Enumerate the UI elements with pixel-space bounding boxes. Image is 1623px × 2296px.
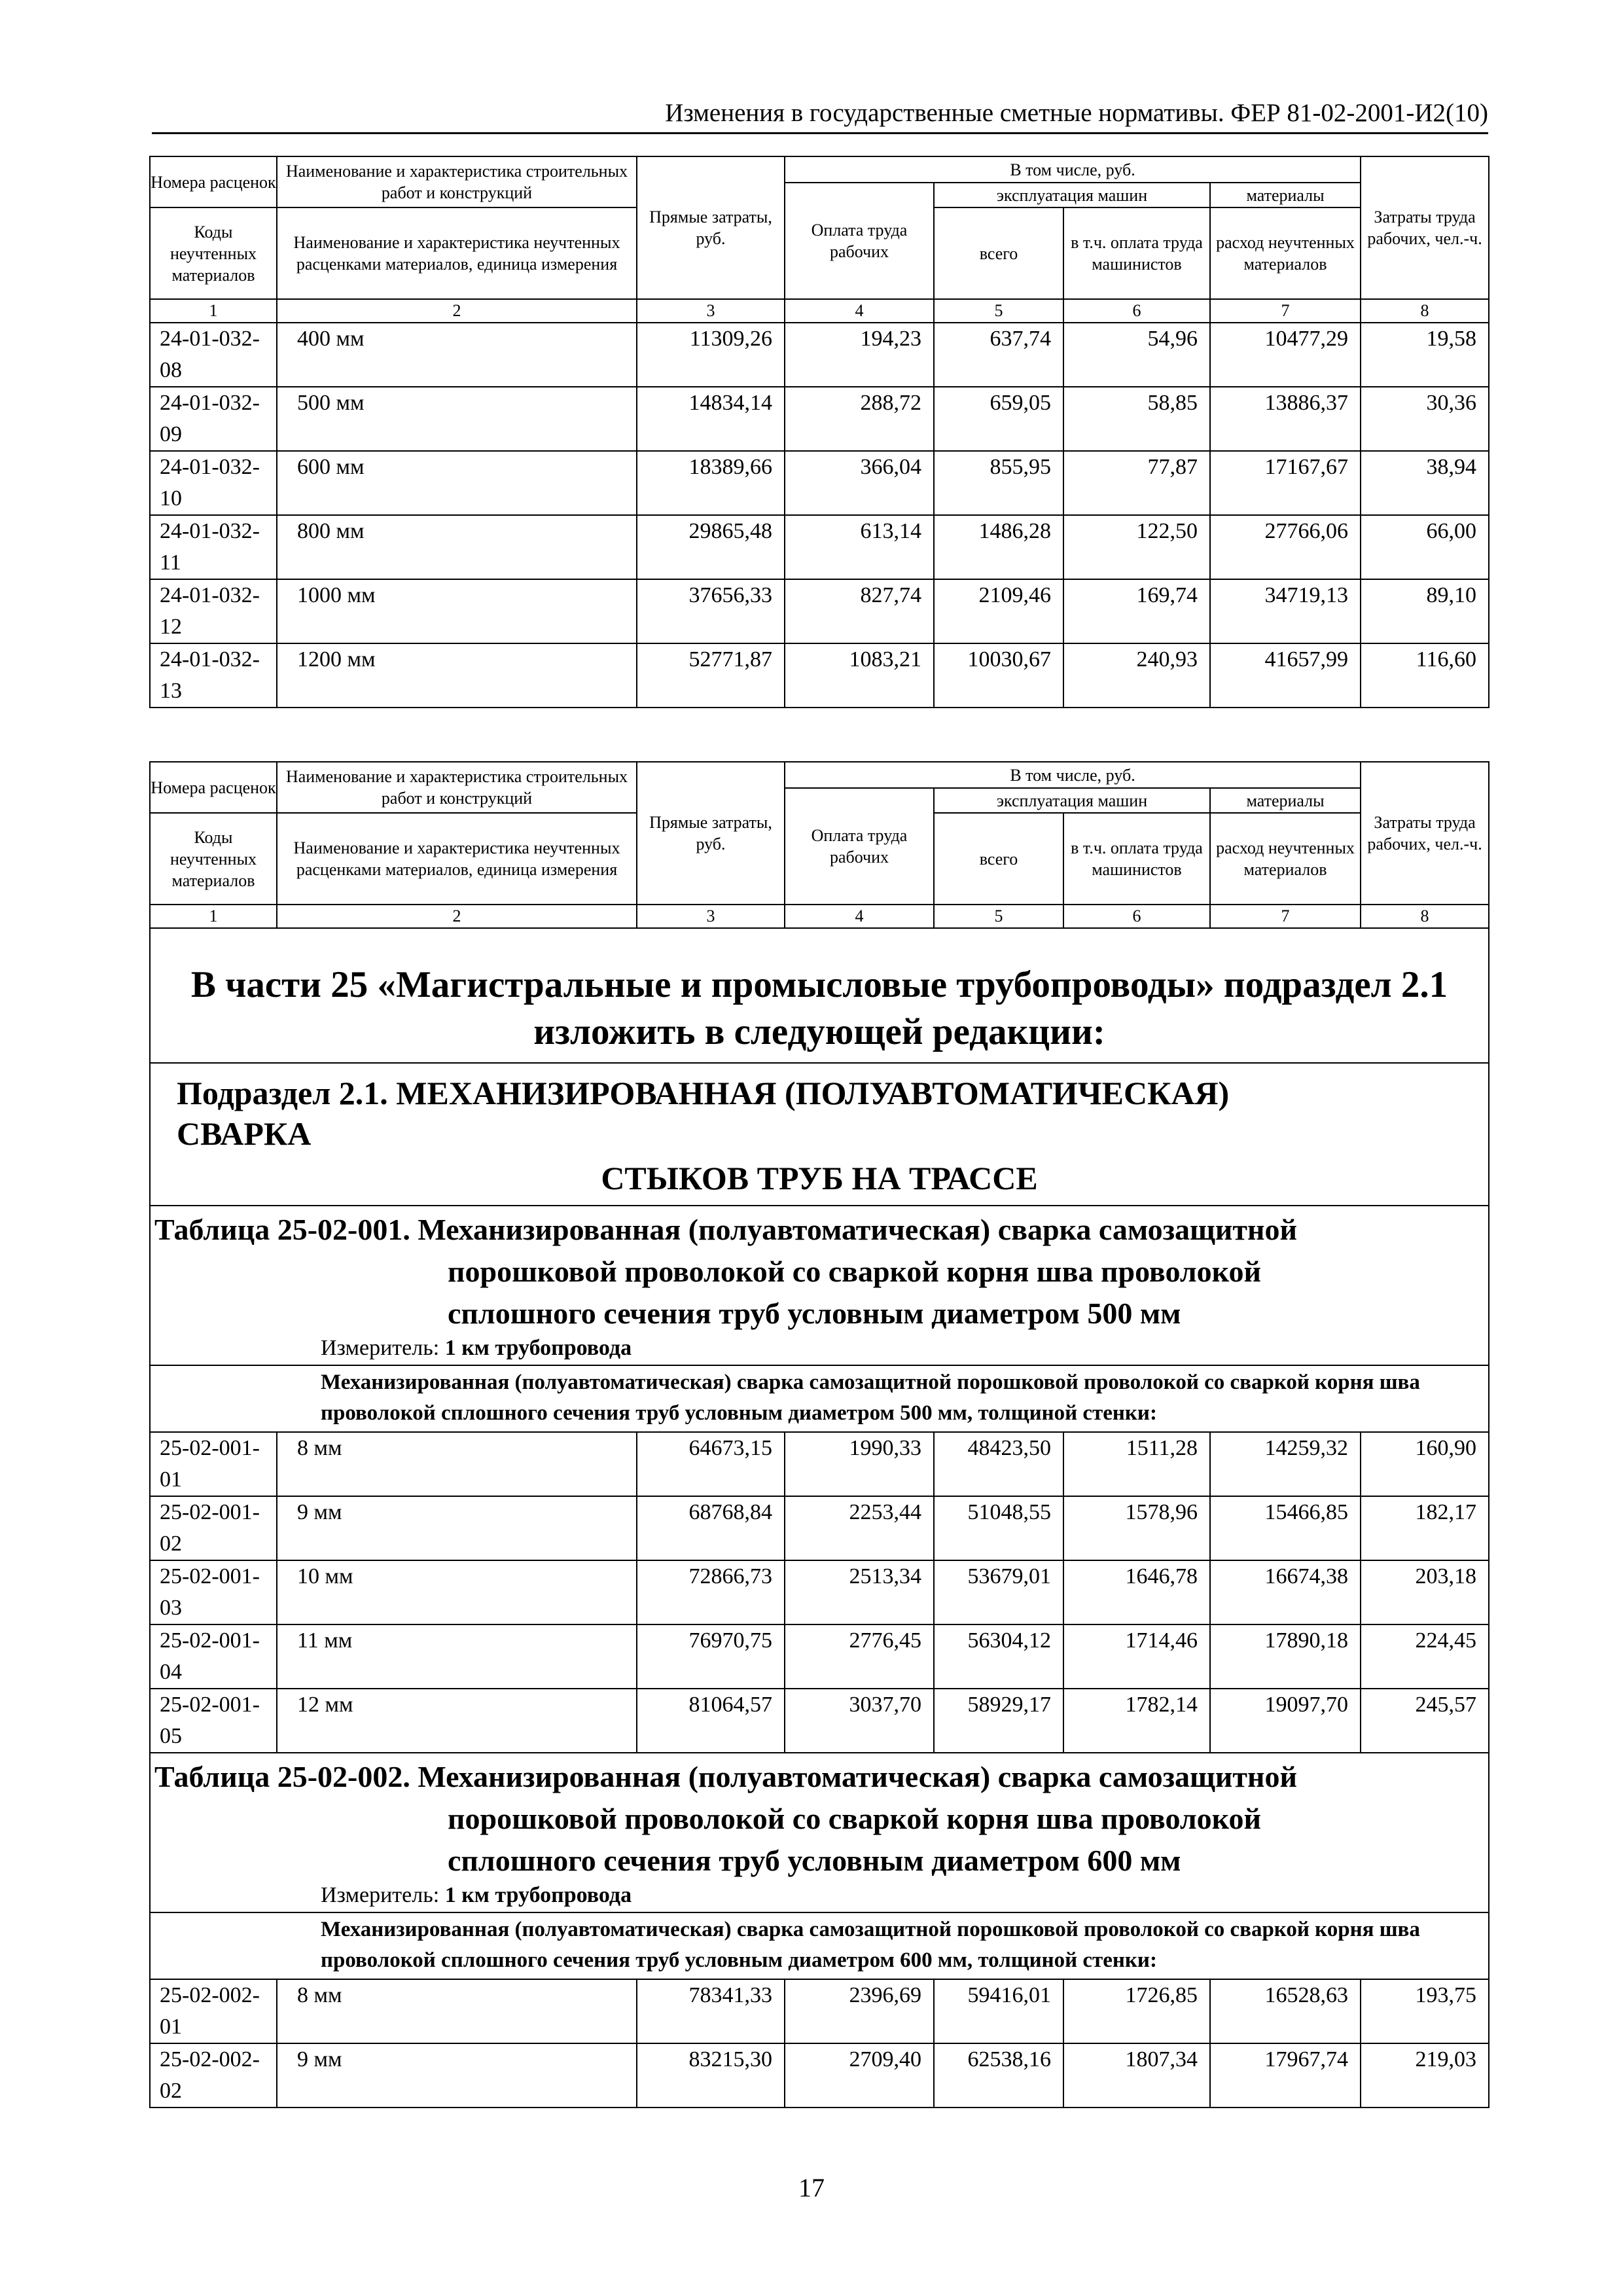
header-col2-top: Наименование и характеристика строительных работ и конструкций <box>277 156 637 207</box>
labor-pay: 2513,34 <box>785 1560 934 1624</box>
rate-code: 25-02-001-04 <box>150 1624 277 1689</box>
table1-body <box>150 323 1489 708</box>
header-col2-bottom: Наименование и характеристика неучтенных расценками материалов, единица измерения <box>277 813 637 905</box>
table-title-line1: Таблица 25-02-002. Механизированная (полуавтоматическая) сварка самозащитной <box>154 1760 1298 1793</box>
direct-costs: 29865,48 <box>637 515 785 579</box>
table-25-02-002-body <box>150 1979 1489 2108</box>
meter-label: Измеритель: <box>321 1883 440 1907</box>
machines-total: 1486,28 <box>934 515 1063 579</box>
direct-costs: 14834,14 <box>637 387 785 451</box>
col-number: 6 <box>1063 299 1210 323</box>
materials-cost: 19097,70 <box>1210 1689 1361 1753</box>
materials-cost: 41657,99 <box>1210 643 1361 708</box>
table-row <box>150 1560 1489 1624</box>
meter-value: 1 км трубопровода <box>444 1883 632 1907</box>
header-machines-total: всего <box>934 813 1063 905</box>
header-including: В том числе, руб. <box>785 156 1361 183</box>
machines-operators-pay: 1726,85 <box>1063 1979 1210 2043</box>
labor-hours: 89,10 <box>1361 579 1489 643</box>
direct-costs: 81064,57 <box>637 1689 785 1753</box>
labor-hours: 19,58 <box>1361 323 1489 387</box>
subsection-line2: СВАРКА <box>177 1115 312 1152</box>
meter-value: 1 км трубопровода <box>444 1336 632 1360</box>
header-labor-pay: Оплата труда рабочих <box>785 788 934 905</box>
table-row <box>150 2043 1489 2108</box>
header-materials: материалы <box>1210 183 1361 207</box>
table-row <box>150 579 1489 643</box>
direct-costs: 78341,33 <box>637 1979 785 2043</box>
header-materials: материалы <box>1210 788 1361 813</box>
table-row <box>150 323 1489 387</box>
header-col1-bottom: Коды неучтенных материалов <box>150 207 277 299</box>
header-col1-top: Номера расценок <box>150 156 277 207</box>
header-materials-unaccounted: расход неучтенных материалов <box>1210 207 1361 299</box>
col-number: 7 <box>1210 905 1361 928</box>
machines-total: 855,95 <box>934 451 1063 515</box>
machines-operators-pay: 58,85 <box>1063 387 1210 451</box>
table-title-line2: порошковой проволокой со сваркой корня шва проволокой <box>448 1255 1262 1288</box>
materials-cost: 17167,67 <box>1210 451 1361 515</box>
labor-hours: 203,18 <box>1361 1560 1489 1624</box>
machines-total: 51048,55 <box>934 1496 1063 1560</box>
rate-code: 25-02-002-01 <box>150 1979 277 2043</box>
table-25-02-001-group: Механизированная (полуавтоматическая) сварка самозащитной порошковой проволокой со сваркой корня шва проволокой сплошного сечения труб условным диаметром 500 мм, толщиной стенки: <box>150 1365 1489 1432</box>
item-name: 500 мм <box>277 387 637 451</box>
header-labor-costs: Затраты труда рабочих, чел.-ч. <box>1361 156 1489 299</box>
table-25-02-002-meter <box>150 1882 1489 1912</box>
labor-pay: 613,14 <box>785 515 934 579</box>
labor-hours: 224,45 <box>1361 1624 1489 1689</box>
table-25-02-001-body <box>150 1432 1489 1753</box>
header-machines-total: всего <box>934 207 1063 299</box>
materials-cost: 16528,63 <box>1210 1979 1361 2043</box>
machines-operators-pay: 122,50 <box>1063 515 1210 579</box>
labor-hours: 30,36 <box>1361 387 1489 451</box>
machines-operators-pay: 240,93 <box>1063 643 1210 708</box>
col-number: 8 <box>1361 905 1489 928</box>
labor-hours: 245,57 <box>1361 1689 1489 1753</box>
header-col2-bottom: Наименование и характеристика неучтенных расценками материалов, единица измерения <box>277 207 637 299</box>
col-number: 1 <box>150 905 277 928</box>
table-row <box>150 387 1489 451</box>
item-name: 9 мм <box>277 2043 637 2108</box>
col-number: 5 <box>934 299 1063 323</box>
col-number: 1 <box>150 299 277 323</box>
labor-pay: 2776,45 <box>785 1624 934 1689</box>
labor-pay: 2396,69 <box>785 1979 934 2043</box>
table-row <box>150 1689 1489 1753</box>
table-row <box>150 515 1489 579</box>
col-number: 3 <box>637 905 785 928</box>
labor-pay: 2253,44 <box>785 1496 934 1560</box>
header-materials-unaccounted: расход неучтенных материалов <box>1210 813 1361 905</box>
direct-costs: 68768,84 <box>637 1496 785 1560</box>
header-col1-top: Номера расценок <box>150 762 277 813</box>
table-title-line2: порошковой проволокой со сваркой корня шва проволокой <box>448 1802 1262 1835</box>
meter-label: Измеритель: <box>321 1336 440 1360</box>
table-title-line3: сплошного сечения труб условным диаметром 500 мм <box>448 1297 1181 1330</box>
header-machines: эксплуатация машин <box>934 183 1210 207</box>
labor-pay: 2709,40 <box>785 2043 934 2108</box>
table-row <box>150 1432 1489 1496</box>
machines-total: 62538,16 <box>934 2043 1063 2108</box>
labor-hours: 66,00 <box>1361 515 1489 579</box>
page-header: Изменения в государственные сметные нормативы. ФЕР 81-02-2001-И2(10) <box>665 99 1488 127</box>
table-row <box>150 643 1489 708</box>
direct-costs: 64673,15 <box>637 1432 785 1496</box>
header-including: В том числе, руб. <box>785 762 1361 788</box>
col-number: 6 <box>1063 905 1210 928</box>
machines-operators-pay: 1782,14 <box>1063 1689 1210 1753</box>
labor-pay: 288,72 <box>785 387 934 451</box>
col-number: 7 <box>1210 299 1361 323</box>
direct-costs: 83215,30 <box>637 2043 785 2108</box>
machines-total: 659,05 <box>934 387 1063 451</box>
rate-code: 25-02-001-01 <box>150 1432 277 1496</box>
item-name: 10 мм <box>277 1560 637 1624</box>
direct-costs: 18389,66 <box>637 451 785 515</box>
table-25-02-002-group: Механизированная (полуавтоматическая) сварка самозащитной порошковой проволокой со сваркой корня шва проволокой сплошного сечения труб условным диаметром 600 мм, толщиной стенки: <box>150 1912 1489 1979</box>
header-direct-costs: Прямые затраты, руб. <box>637 156 785 299</box>
header-machines-operators: в т.ч. оплата труда машинистов <box>1063 813 1210 905</box>
item-name: 8 мм <box>277 1432 637 1496</box>
labor-hours: 38,94 <box>1361 451 1489 515</box>
item-name: 12 мм <box>277 1689 637 1753</box>
item-name: 9 мм <box>277 1496 637 1560</box>
direct-costs: 37656,33 <box>637 579 785 643</box>
materials-cost: 14259,32 <box>1210 1432 1361 1496</box>
labor-pay: 827,74 <box>785 579 934 643</box>
rate-code: 24-01-032-08 <box>150 323 277 387</box>
machines-total: 10030,67 <box>934 643 1063 708</box>
rate-code: 25-02-002-02 <box>150 2043 277 2108</box>
machines-operators-pay: 169,74 <box>1063 579 1210 643</box>
labor-pay: 1083,21 <box>785 643 934 708</box>
table-row <box>150 1496 1489 1560</box>
header-machines-operators: в т.ч. оплата труда машинистов <box>1063 207 1210 299</box>
machines-operators-pay: 1807,34 <box>1063 2043 1210 2108</box>
table-row <box>150 1979 1489 2043</box>
table-25-02-002-title <box>150 1753 1489 1882</box>
materials-cost: 27766,06 <box>1210 515 1361 579</box>
machines-operators-pay: 77,87 <box>1063 451 1210 515</box>
item-name: 8 мм <box>277 1979 637 2043</box>
materials-cost: 17967,74 <box>1210 2043 1361 2108</box>
table-title-line3: сплошного сечения труб условным диаметром 600 мм <box>448 1844 1181 1877</box>
item-name: 400 мм <box>277 323 637 387</box>
labor-pay: 1990,33 <box>785 1432 934 1496</box>
table-row <box>150 1624 1489 1689</box>
col-number: 3 <box>637 299 785 323</box>
subsection-line1: Подраздел 2.1. МЕХАНИЗИРОВАННАЯ (ПОЛУАВТОМАТИЧЕСКАЯ) <box>177 1075 1230 1111</box>
col-number: 4 <box>785 299 934 323</box>
direct-costs: 76970,75 <box>637 1624 785 1689</box>
rate-code: 24-01-032-10 <box>150 451 277 515</box>
materials-cost: 16674,38 <box>1210 1560 1361 1624</box>
rate-code: 25-02-001-03 <box>150 1560 277 1624</box>
materials-cost: 13886,37 <box>1210 387 1361 451</box>
header-labor-pay: Оплата труда рабочих <box>785 183 934 299</box>
table-row <box>150 451 1489 515</box>
machines-operators-pay: 1511,28 <box>1063 1432 1210 1496</box>
machines-operators-pay: 1714,46 <box>1063 1624 1210 1689</box>
header-labor-costs: Затраты труда рабочих, чел.-ч. <box>1361 762 1489 905</box>
item-name: 11 мм <box>277 1624 637 1689</box>
table-25-02-001-title <box>150 1206 1489 1335</box>
rates-table-24-01-032 <box>149 156 1489 708</box>
labor-hours: 219,03 <box>1361 2043 1489 2108</box>
subsection-line3: СТЫКОВ ТРУБ НА ТРАССЕ <box>601 1160 1038 1196</box>
col-number: 4 <box>785 905 934 928</box>
labor-pay: 194,23 <box>785 323 934 387</box>
labor-pay: 3037,70 <box>785 1689 934 1753</box>
rate-code: 25-02-001-05 <box>150 1689 277 1753</box>
section-title: В части 25 «Магистральные и промысловые трубопроводы» подраздел 2.1 изложить в следующей редакции: <box>150 928 1489 1063</box>
machines-total: 58929,17 <box>934 1689 1063 1753</box>
materials-cost: 10477,29 <box>1210 323 1361 387</box>
machines-total: 2109,46 <box>934 579 1063 643</box>
subsection-title <box>150 1063 1489 1206</box>
labor-hours: 193,75 <box>1361 1979 1489 2043</box>
rate-code: 24-01-032-13 <box>150 643 277 708</box>
machines-total: 56304,12 <box>934 1624 1063 1689</box>
page-number: 17 <box>798 2173 825 2202</box>
machines-operators-pay: 54,96 <box>1063 323 1210 387</box>
labor-hours: 116,60 <box>1361 643 1489 708</box>
materials-cost: 15466,85 <box>1210 1496 1361 1560</box>
rate-code: 25-02-001-02 <box>150 1496 277 1560</box>
col-number: 8 <box>1361 299 1489 323</box>
col-number: 2 <box>277 905 637 928</box>
table-25-02-001-meter <box>150 1335 1489 1365</box>
direct-costs: 72866,73 <box>637 1560 785 1624</box>
rates-table-part-25 <box>149 761 1489 2108</box>
header-col1-bottom: Коды неучтенных материалов <box>150 813 277 905</box>
rate-code: 24-01-032-09 <box>150 387 277 451</box>
item-name: 800 мм <box>277 515 637 579</box>
machines-operators-pay: 1578,96 <box>1063 1496 1210 1560</box>
rate-code: 24-01-032-11 <box>150 515 277 579</box>
labor-hours: 160,90 <box>1361 1432 1489 1496</box>
item-name: 600 мм <box>277 451 637 515</box>
col-number: 2 <box>277 299 637 323</box>
col-number: 5 <box>934 905 1063 928</box>
machines-total: 637,74 <box>934 323 1063 387</box>
machines-total: 53679,01 <box>934 1560 1063 1624</box>
machines-total: 59416,01 <box>934 1979 1063 2043</box>
materials-cost: 17890,18 <box>1210 1624 1361 1689</box>
header-col2-top: Наименование и характеристика строительных работ и конструкций <box>277 762 637 813</box>
item-name: 1200 мм <box>277 643 637 708</box>
labor-hours: 182,17 <box>1361 1496 1489 1560</box>
header-rule <box>152 132 1488 134</box>
direct-costs: 11309,26 <box>637 323 785 387</box>
rate-code: 24-01-032-12 <box>150 579 277 643</box>
header-machines: эксплуатация машин <box>934 788 1210 813</box>
machines-operators-pay: 1646,78 <box>1063 1560 1210 1624</box>
direct-costs: 52771,87 <box>637 643 785 708</box>
table-title-line1: Таблица 25-02-001. Механизированная (полуавтоматическая) сварка самозащитной <box>154 1213 1298 1246</box>
materials-cost: 34719,13 <box>1210 579 1361 643</box>
item-name: 1000 мм <box>277 579 637 643</box>
machines-total: 48423,50 <box>934 1432 1063 1496</box>
labor-pay: 366,04 <box>785 451 934 515</box>
header-direct-costs: Прямые затраты, руб. <box>637 762 785 905</box>
